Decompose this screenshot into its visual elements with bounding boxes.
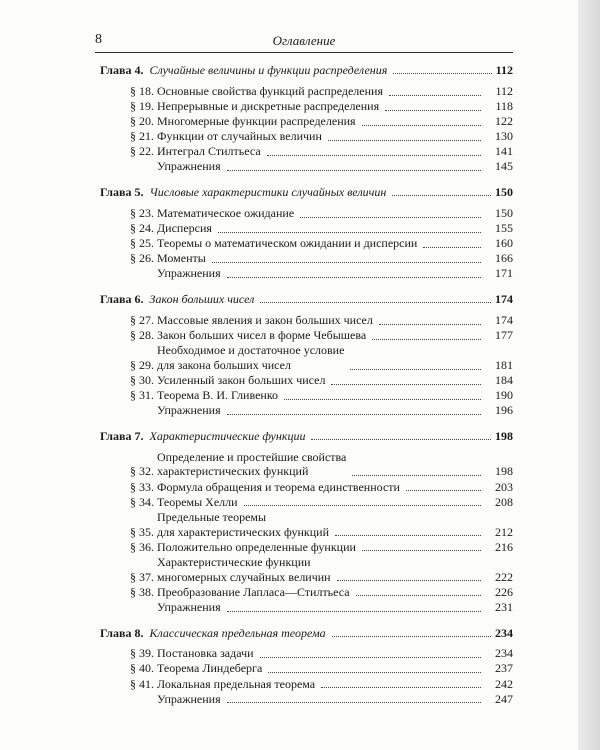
- section-body: [157, 99, 485, 114]
- section-title-line: Основные свойства функций распределения: [157, 83, 383, 98]
- section-entry: [100, 388, 513, 403]
- section-page: 130: [495, 129, 513, 144]
- chapter-label: Глава 4.: [100, 63, 144, 77]
- dot-leader: [244, 505, 481, 506]
- section-number: § 35.: [130, 524, 154, 539]
- section-page: 184: [495, 372, 513, 387]
- dot-leader: [352, 475, 481, 476]
- dot-leader: [284, 399, 481, 400]
- section-body: [157, 646, 485, 661]
- section-page: 237: [495, 661, 513, 676]
- section-title: [157, 99, 379, 114]
- section-page: 118: [495, 98, 513, 113]
- section-title-line: Локальная предельная теорема: [157, 676, 316, 691]
- section-page: 160: [495, 236, 513, 251]
- section-number: § 18.: [130, 83, 154, 98]
- section-title-line: характеристических функций: [157, 464, 309, 479]
- section-page: 247: [495, 691, 513, 706]
- section-title: [157, 236, 417, 251]
- section-number: § 21.: [130, 129, 154, 144]
- running-header: [95, 32, 513, 53]
- section-body: [157, 373, 485, 388]
- dot-leader: [385, 110, 481, 111]
- section-number: § 29.: [130, 357, 154, 372]
- section-title-line: Моменты: [157, 251, 206, 266]
- section-title-line: Положительно определенные функции: [157, 539, 356, 554]
- section-entry: [100, 114, 513, 129]
- section-entry: [100, 510, 513, 540]
- section-number: § 33.: [130, 479, 154, 494]
- section-number: § 27.: [130, 312, 154, 327]
- section-title-line: Массовые явления и закон больших чисел: [157, 312, 373, 327]
- dot-leader: [311, 439, 491, 440]
- section-entry: [100, 144, 513, 159]
- section-title-line: Упражнения: [157, 266, 221, 281]
- section-body: [157, 144, 485, 159]
- section-page: 174: [495, 312, 513, 327]
- section-title-line: Многомерные функции распределения: [157, 113, 356, 128]
- section-title-line: Упражнения: [157, 599, 221, 614]
- chapter-heading: [100, 429, 513, 444]
- section-title: [157, 388, 278, 403]
- section-title-line: Интеграл Стилтьеса: [157, 144, 261, 159]
- chapter-heading: [100, 63, 513, 78]
- section-page: 212: [495, 524, 513, 539]
- section-title-line: многомерных случайных величин: [157, 569, 331, 584]
- section-number: § 38.: [130, 584, 154, 599]
- section-body: [157, 600, 485, 615]
- section-title: [157, 206, 294, 221]
- exercises-entry: [100, 159, 513, 174]
- section-title: [157, 677, 315, 692]
- section-body: [157, 450, 485, 480]
- section-title: [157, 313, 373, 328]
- section-entry: [100, 373, 513, 388]
- section-body: [157, 236, 485, 251]
- section-body: [157, 677, 485, 692]
- dot-leader: [423, 247, 481, 248]
- section-entry: [100, 99, 513, 114]
- section-page: 216: [495, 539, 513, 554]
- section-number: § 30.: [130, 372, 154, 387]
- section-page: 141: [495, 144, 513, 159]
- section-title: [157, 495, 238, 510]
- section-body: [157, 661, 485, 676]
- section-body: [157, 480, 485, 495]
- section-entry: [100, 585, 513, 600]
- section-title-line: Математическое ожидание: [157, 205, 295, 220]
- section-number: § 22.: [130, 144, 154, 159]
- section-page: 242: [495, 676, 513, 691]
- section-body: [157, 555, 485, 585]
- section-number: § 39.: [130, 646, 154, 661]
- section-title-line: Предельные теоремы: [157, 509, 267, 524]
- section-body: [157, 251, 485, 266]
- section-title-line: Определение и простейшие свойства: [157, 449, 347, 464]
- section-body: [157, 495, 485, 510]
- section-page: 181: [495, 357, 513, 372]
- chapter-block: [100, 626, 513, 707]
- section-title-line: Теоремы о математическом ожидании и дисперсии: [157, 236, 418, 251]
- chapter-page: 174: [495, 292, 513, 307]
- chapter-page: 234: [495, 625, 513, 640]
- section-title: [157, 221, 212, 236]
- section-title-line: Теорема В. И. Гливенко: [157, 388, 279, 402]
- section-number: § 28.: [130, 327, 154, 342]
- section-page: 171: [495, 266, 513, 281]
- section-number: § 19.: [130, 98, 154, 113]
- section-title-line: Преобразование Лапласа—Стилтьеса: [157, 584, 350, 599]
- chapter-title: Числовые характеристики случайных величин: [149, 185, 387, 200]
- dot-leader: [332, 636, 491, 637]
- chapter-title: Характеристические функции: [149, 428, 306, 443]
- section-entry: [100, 480, 513, 495]
- section-title: [157, 540, 356, 555]
- section-title: [157, 510, 329, 540]
- section-body: [157, 343, 485, 373]
- section-body: [157, 403, 485, 418]
- section-title: [157, 450, 346, 480]
- chapter-heading: [100, 185, 513, 200]
- section-title: [157, 661, 262, 676]
- dot-leader: [389, 95, 481, 96]
- section-page: 166: [495, 251, 513, 266]
- page-number: 8: [95, 32, 102, 47]
- running-title: Оглавление: [272, 33, 336, 48]
- section-title-line: Упражнения: [157, 403, 221, 418]
- section-page: 112: [495, 83, 513, 98]
- dot-leader: [260, 657, 481, 658]
- section-title-line: Непрерывные и дискретные распределения: [157, 98, 380, 113]
- section-number: § 37.: [130, 569, 154, 584]
- section-page: 177: [495, 327, 513, 342]
- section-title: [157, 646, 254, 661]
- section-body: [157, 129, 485, 144]
- section-number: § 36.: [130, 539, 154, 554]
- section-number: § 20.: [130, 113, 154, 128]
- dot-leader: [379, 324, 481, 325]
- dot-leader: [328, 140, 481, 141]
- exercises-entry: [100, 692, 513, 707]
- chapter-label: Глава 8.: [100, 625, 144, 640]
- dot-leader: [321, 687, 481, 688]
- section-body: [157, 114, 485, 129]
- chapter-page: 112: [495, 63, 513, 77]
- dot-leader: [267, 155, 481, 156]
- chapter-title: Классическая предельная теорема: [149, 625, 326, 640]
- section-entry: [100, 540, 513, 555]
- section-page: 203: [495, 479, 513, 494]
- section-title-line: Постановка задачи: [157, 646, 254, 661]
- dot-leader: [350, 369, 481, 370]
- section-body: [157, 585, 485, 600]
- table-of-contents: [100, 63, 513, 717]
- section-page: 226: [495, 584, 513, 599]
- chapter-heading: [100, 292, 513, 307]
- section-title: [157, 600, 221, 615]
- chapter-block: [100, 292, 513, 418]
- chapter-heading: [100, 626, 513, 641]
- section-title-line: Формула обращения и теорема единственности: [157, 479, 400, 494]
- section-entry: [100, 236, 513, 251]
- section-entry: [100, 450, 513, 480]
- section-title: [157, 328, 366, 343]
- section-title: [157, 129, 322, 144]
- section-title-line: Закон больших чисел в форме Чебышева: [157, 327, 367, 342]
- exercises-entry: [100, 600, 513, 615]
- section-body: [157, 84, 485, 99]
- section-title: [157, 692, 221, 707]
- page-edge: [578, 0, 600, 750]
- section-title-line: Теоремы Хелли: [157, 494, 238, 509]
- section-title: [157, 266, 221, 281]
- section-title: [157, 555, 331, 585]
- section-number: § 32.: [130, 464, 154, 479]
- section-title-line: Характеристические функции: [157, 554, 311, 569]
- section-page: 208: [495, 494, 513, 509]
- exercises-entry: [100, 403, 513, 418]
- dot-leader: [227, 414, 481, 415]
- chapter-title: Закон больших чисел: [149, 292, 255, 307]
- dot-leader: [227, 170, 481, 171]
- section-title: [157, 403, 221, 418]
- chapter-page: 150: [495, 185, 513, 200]
- section-number: § 34.: [130, 494, 154, 509]
- section-number: § 41.: [130, 676, 154, 691]
- section-entry: [100, 646, 513, 661]
- section-title-line: Упражнения: [157, 159, 221, 174]
- section-title-line: Усиленный закон больших чисел: [157, 372, 326, 387]
- dot-leader: [362, 125, 481, 126]
- exercises-entry: [100, 266, 513, 281]
- section-title-line: Теорема Линдеберга: [157, 661, 263, 676]
- section-number: § 26.: [130, 251, 154, 266]
- section-title: [157, 144, 261, 159]
- dot-leader: [362, 550, 481, 551]
- section-title-line: Упражнения: [157, 691, 221, 706]
- section-body: [157, 266, 485, 281]
- dot-leader: [331, 384, 481, 385]
- section-entry: [100, 555, 513, 585]
- dot-leader: [372, 339, 481, 340]
- section-title: [157, 159, 221, 174]
- section-entry: [100, 251, 513, 266]
- section-page: 150: [495, 205, 513, 220]
- section-number: § 31.: [130, 388, 154, 402]
- section-title-line: Дисперсия: [157, 220, 212, 235]
- section-body: [157, 159, 485, 174]
- section-title-line: для характеристических функций: [157, 524, 329, 539]
- section-body: [157, 221, 485, 236]
- section-title: [157, 84, 383, 99]
- section-title: [157, 251, 206, 266]
- section-title: [157, 114, 356, 129]
- section-number: § 24.: [130, 220, 154, 235]
- section-title: [157, 480, 400, 495]
- section-body: [157, 206, 485, 221]
- section-entry: [100, 313, 513, 328]
- section-number: § 25.: [130, 236, 154, 251]
- section-page: 222: [495, 569, 513, 584]
- section-body: [157, 540, 485, 555]
- chapter-label: Глава 7.: [100, 428, 144, 443]
- section-entry: [100, 661, 513, 676]
- chapter-block: [100, 185, 513, 281]
- dot-leader: [300, 217, 481, 218]
- chapter-block: [100, 63, 513, 174]
- section-entry: [100, 328, 513, 343]
- section-page: 190: [495, 388, 513, 402]
- section-page: 234: [495, 646, 513, 661]
- section-page: 196: [495, 403, 513, 418]
- section-body: [157, 328, 485, 343]
- dot-leader: [260, 302, 491, 303]
- section-page: 145: [495, 159, 513, 174]
- section-page: 122: [495, 113, 513, 128]
- section-body: [157, 313, 485, 328]
- dot-leader: [356, 595, 481, 596]
- chapter-title: Случайные величины и функции распределения: [149, 63, 388, 77]
- section-page: 198: [495, 464, 513, 479]
- section-title-line: для закона больших чисел: [157, 357, 291, 372]
- section-entry: [100, 206, 513, 221]
- section-entry: [100, 677, 513, 692]
- chapter-page: 198: [495, 428, 513, 443]
- section-number: § 23.: [130, 205, 154, 220]
- dot-leader: [393, 73, 491, 74]
- dot-leader: [212, 262, 481, 263]
- dot-leader: [392, 195, 491, 196]
- section-body: [157, 510, 485, 540]
- section-page: 231: [495, 599, 513, 614]
- section-title-line: Функции от случайных величин: [157, 129, 322, 144]
- section-entry: [100, 221, 513, 236]
- section-page: 155: [495, 220, 513, 235]
- section-entry: [100, 129, 513, 144]
- section-title: [157, 343, 344, 373]
- chapter-label: Глава 5.: [100, 185, 144, 200]
- section-entry: [100, 84, 513, 99]
- section-number: § 40.: [130, 661, 154, 676]
- dot-leader: [218, 232, 481, 233]
- section-entry: [100, 343, 513, 373]
- section-entry: [100, 495, 513, 510]
- section-body: [157, 692, 485, 707]
- section-title: [157, 373, 325, 388]
- dot-leader: [268, 672, 481, 673]
- section-body: [157, 388, 485, 403]
- section-title-line: Необходимое и достаточное условие: [157, 343, 345, 358]
- chapter-block: [100, 429, 513, 615]
- dot-leader: [227, 611, 481, 612]
- dot-leader: [335, 535, 481, 536]
- dot-leader: [227, 277, 481, 278]
- section-title: [157, 585, 350, 600]
- dot-leader: [227, 702, 481, 703]
- dot-leader: [337, 580, 481, 581]
- dot-leader: [406, 490, 481, 491]
- chapter-label: Глава 6.: [100, 292, 144, 307]
